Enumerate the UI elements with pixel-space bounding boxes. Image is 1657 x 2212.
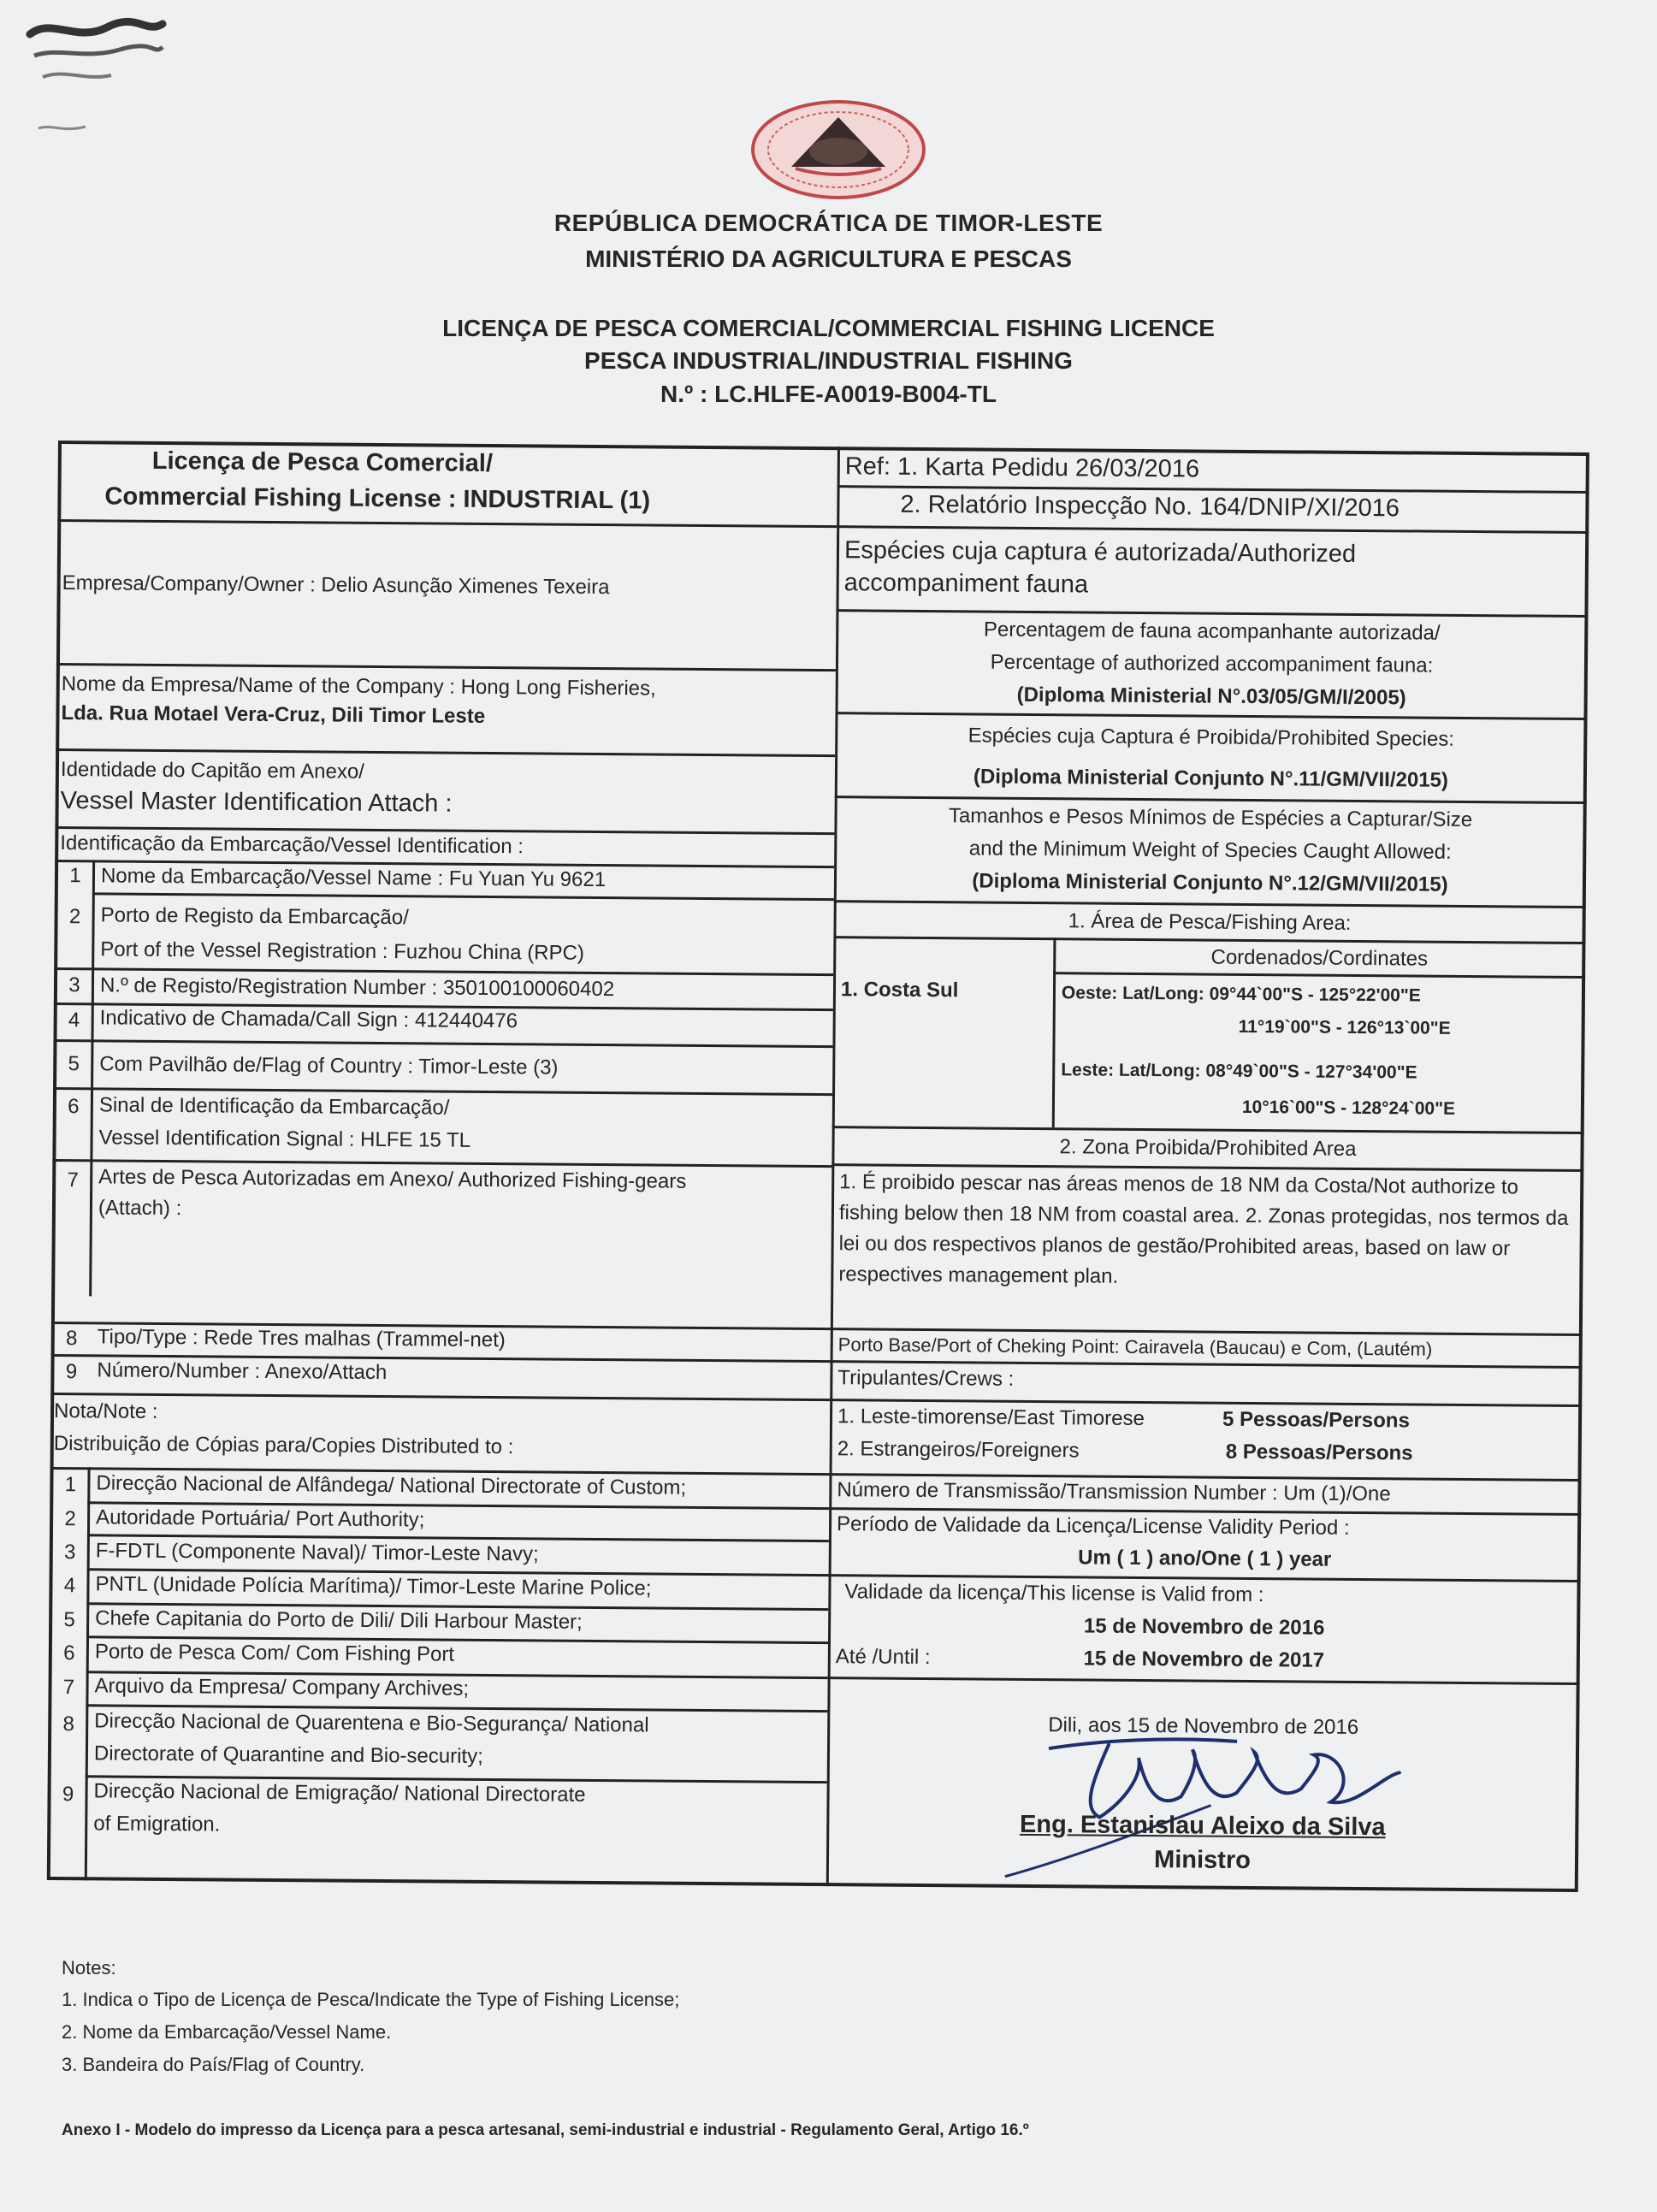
copy-emigration-line1: Direcção Nacional de Emigração/ National Directorate: [93, 1779, 586, 1807]
fauna-percentage-line2: Percentage of authorized accompaniment fauna:: [990, 650, 1434, 677]
valid-from-label: Validade da licença/This license is Valid from :: [844, 1580, 1264, 1607]
note-label: Nota/Note :: [53, 1399, 158, 1423]
minimum-sizes-diploma: (Diploma Ministerial Conjunto N°.12/GM/VII/2015): [972, 869, 1448, 896]
port-registration-line2: Port of the Vessel Registration : Fuzhou China (RPC): [100, 937, 585, 965]
minimum-sizes-line2: and the Minimum Weight of Species Caught Allowed:: [968, 837, 1452, 864]
copy-company-archives: Arquivo da Empresa/ Company Archives;: [94, 1674, 470, 1700]
notes-heading: Notes:: [62, 1957, 116, 1978]
reference-2: 2. Relatório Inspecção No. 164/DNIP/XI/2016: [900, 490, 1400, 523]
note-item-2: 2. Nome da Embarcação/Vessel Name.: [62, 2021, 392, 2043]
national-emblem-seal: [744, 98, 932, 201]
republic-heading: REPÚBLICA DEMOCRÁTICA DE TIMOR-LESTE: [553, 210, 1104, 236]
prohibited-area-text: 1. É proibido pescar nas áreas menos de 18 NM da Costa/Not authorize to fishing below then 18 NM from coastal area. 2. Zonas protegidas, nos termos da lei ou dos respectivos planos de gestão/Prohibited areas, based on law or respectives management plan.: [838, 1170, 1569, 1288]
until-label: Até /Until :: [835, 1645, 931, 1670]
copy-marine-police: PNTL (Unidade Polícia Marítima)/ Timor-Leste Marine Police;: [95, 1572, 652, 1600]
license-number: N.º : LC.HLFE-A0019-B004-TL: [660, 381, 997, 407]
transmission-number: Número de Transmissão/Transmission Number : Um (1)/One: [837, 1478, 1391, 1506]
copy-quarantine-line1: Direcção Nacional de Quarentena e Bio-Segurança/ National: [94, 1709, 649, 1737]
minimum-sizes-line1: Tamanhos e Pesos Mínimos de Espécies a Capturar/Size: [948, 804, 1473, 831]
authorized-species-line2: accompaniment fauna: [843, 569, 1089, 599]
valid-from-date: 15 de Novembro de 2016: [1083, 1614, 1325, 1640]
gear-number: Número/Number : Anexo/Attach: [97, 1358, 388, 1385]
prohibited-area-heading: 2. Zona Proibida/Prohibited Area: [1059, 1135, 1357, 1161]
company-line2: Lda. Rua Motael Vera-Cruz, Dili Timor Leste: [61, 701, 486, 728]
copy-number: 6: [63, 1641, 75, 1665]
copy-number: 2: [64, 1507, 76, 1531]
item-number: 9: [65, 1360, 78, 1384]
master-line2: Vessel Master Identification Attach :: [60, 787, 453, 818]
license-type-line2: Commercial Fishing License : INDUSTRIAL (1): [104, 482, 651, 515]
prohibited-species-diploma: (Diploma Ministerial Conjunto N°.11/GM/VII/2015): [973, 765, 1449, 792]
license-title: LICENÇA DE PESCA COMERCIAL/COMMERCIAL FISHING LICENCE: [442, 315, 1215, 341]
copy-number: 9: [62, 1783, 74, 1807]
item-number: 6: [68, 1095, 80, 1119]
signatory-title: Ministro: [1153, 1846, 1252, 1874]
item-number: 2: [68, 905, 81, 929]
vessel-name: Nome da Embarcação/Vessel Name : Fu Yuan Yu 9621: [100, 864, 607, 892]
area-name: 1. Costa Sul: [840, 978, 959, 1002]
company-line1: Nome da Empresa/Name of the Company : Hong Long Fisheries,: [61, 672, 656, 701]
item-number: 4: [68, 1008, 80, 1032]
distribution-label: Distribuição de Cópias para/Copies Distributed to :: [53, 1431, 514, 1459]
copy-customs: Direcção Nacional de Alfândega/ National Directorate of Custom;: [96, 1471, 687, 1499]
vessel-id-heading: Identificação da Embarcação/Vessel Identification :: [60, 831, 524, 859]
validity-period-value: Um ( 1 ) ano/One ( 1 ) year: [1078, 1546, 1332, 1571]
owner-field: Empresa/Company/Owner : Delio Asunção Ximenes Texeira: [62, 571, 610, 600]
note-item-3: 3. Bandeira do País/Flag of Country.: [62, 2054, 365, 2075]
call-sign: Indicativo de Chamada/Call Sign : 412440476: [99, 1006, 518, 1033]
copy-number: 1: [64, 1473, 77, 1497]
note-item-1: 1. Indica o Tipo de Licença de Pesca/Indicate the Type of Fishing License;: [62, 1989, 680, 2010]
prohibited-species-line1: Espécies cuja Captura é Proibida/Prohibited Species:: [968, 724, 1455, 751]
registration-number: N.º de Registo/Registration Number : 350100100060402: [99, 973, 615, 1002]
reference-1: Ref: 1. Karta Pedidu 26/03/2016: [844, 452, 1200, 483]
copy-number: 8: [62, 1712, 74, 1736]
validity-period-label: Período de Validade da Licença/License Validity Period :: [836, 1512, 1350, 1540]
copy-number: 3: [63, 1541, 76, 1564]
flag-country: Com Pavilhão de/Flag of Country : Timor-Leste (3): [99, 1052, 559, 1079]
item-number: 5: [68, 1052, 80, 1076]
identification-signal-line1: Sinal de Identificação da Embarcação/: [98, 1093, 450, 1120]
copy-emigration-line2: of Emigration.: [93, 1812, 221, 1836]
copy-number: 7: [62, 1676, 75, 1700]
item-number: 1: [69, 864, 81, 888]
until-date: 15 de Novembro de 2017: [1083, 1647, 1325, 1672]
copy-number: 4: [63, 1574, 76, 1598]
coordinates-heading: Cordenados/Cordinates: [1210, 945, 1429, 971]
item-number: 7: [67, 1168, 79, 1192]
crew-foreigners-value: 8 Pessoas/Persons: [1225, 1440, 1413, 1465]
east-coordinates-2: 10°16`00"S - 128°24`00"E: [1241, 1097, 1456, 1119]
port-registration-line1: Porto de Registo da Embarcação/: [100, 903, 409, 930]
license-subtitle: PESCA INDUSTRIAL/INDUSTRIAL FISHING: [584, 347, 1073, 374]
license-type-line1: Licença de Pesca Comercial/: [151, 447, 494, 477]
ministry-heading: MINISTÉRIO DA AGRICULTURA E PESCAS: [585, 245, 1072, 272]
fishing-gears-line2: (Attach) :: [98, 1196, 182, 1221]
east-coordinates-1: Leste: Lat/Long: 08°49`00"S - 127°34'00"E: [1061, 1060, 1417, 1083]
authorized-species-line1: Espécies cuja captura é autorizada/Authorized: [843, 536, 1357, 568]
fauna-percentage-diploma: (Diploma Ministerial N°.03/05/GM/I/2005): [1016, 683, 1406, 710]
crew-east-timorese-label: 1. Leste-timorense/East Timorese: [837, 1405, 1145, 1431]
fishing-gears-line1: Artes de Pesca Autorizadas em Anexo/ Authorized Fishing-gears: [98, 1165, 687, 1193]
west-coordinates-2: 11°19`00"S - 126°13`00"E: [1238, 1016, 1451, 1038]
fauna-percentage-line1: Percentagem de fauna acompanhante autorizada/: [983, 618, 1441, 645]
handwritten-scribble: [26, 9, 171, 137]
license-form-table: [47, 441, 1589, 1892]
item-number: 3: [68, 973, 80, 997]
copy-quarantine-line2: Directorate of Quarantine and Bio-security;: [93, 1742, 483, 1768]
annex-footer: Anexo I - Modelo do impresso da Licença para a pesca artesanal, semi-industrial e industrial - Regulamento Geral, Artigo 16.º: [62, 2121, 1029, 2139]
crew-foreigners-label: 2. Estrangeiros/Foreigners: [837, 1437, 1080, 1463]
fishing-area-heading: 1. Área de Pesca/Fishing Area:: [1068, 909, 1352, 935]
master-line1: Identidade do Capitão em Anexo/: [60, 758, 365, 784]
copy-navy: F-FDTL (Componente Naval)/ Timor-Leste Navy;: [95, 1539, 539, 1566]
signatory-name: Eng. Estanislau Aleixo da Silva: [1019, 1810, 1386, 1842]
port-base: Porto Base/Port of Cheking Point: Cairavela (Baucau) e Com, (Lautém): [837, 1334, 1433, 1360]
item-number: 8: [65, 1327, 78, 1351]
gear-type: Tipo/Type : Rede Tres malhas (Trammel-net): [97, 1325, 506, 1352]
west-coordinates-1: Oeste: Lat/Long: 09°44`00"S - 125°22'00"E: [1061, 983, 1421, 1006]
place-and-date: Dili, aos 15 de Novembro de 2016: [1048, 1713, 1359, 1739]
crews-label: Tripulantes/Crews :: [837, 1366, 1015, 1391]
copy-number: 5: [63, 1608, 75, 1632]
identification-signal-line2: Vessel Identification Signal : HLFE 15 TL: [98, 1126, 471, 1152]
copy-port-authority: Autoridade Portuária/ Port Authority;: [96, 1505, 425, 1532]
copy-fishing-port: Porto de Pesca Com/ Com Fishing Port: [94, 1640, 455, 1666]
copy-harbour-master: Chefe Capitania do Porto de Dili/ Dili Harbour Master;: [95, 1606, 583, 1634]
crew-east-timorese-value: 5 Pessoas/Persons: [1222, 1407, 1410, 1433]
